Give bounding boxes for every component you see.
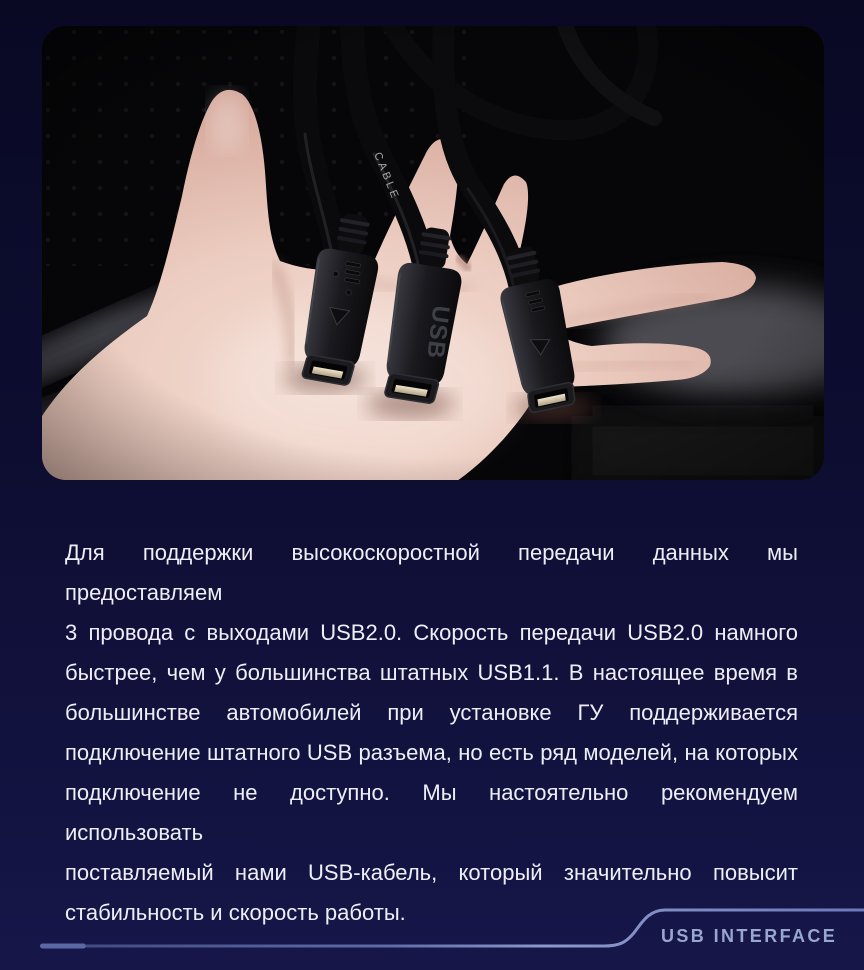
- description-line: подключение не доступно. Мы настоятельно рекомендуем использовать: [65, 780, 798, 845]
- product-photo: [42, 26, 824, 480]
- description-line: быстрее, чем у большинства штатных USB1.1. В настоящее время в: [65, 660, 798, 685]
- line-start-cap: [40, 944, 86, 949]
- description-line: 3 провода с выходами USB2.0. Скорость передачи USB2.0 намного: [65, 620, 798, 645]
- photo-vignette: [42, 26, 824, 480]
- description-line: подключение штатного USB разъема, но есть ряд моделей, на которых: [65, 740, 798, 765]
- description-line: Для поддержки высокоскоростной передачи данных мы предоставляем: [65, 540, 798, 605]
- description-text-block: [65, 533, 798, 933]
- product-photo-image: [42, 26, 824, 480]
- description-line: большинстве автомобилей при установке ГУ поддерживается: [65, 700, 798, 725]
- footer-section-label: USB INTERFACE: [661, 926, 838, 946]
- description-line: поставляемый нами USB-кабель, который значительно повысит: [65, 860, 798, 885]
- description-line: стабильность и скорость работы.: [65, 900, 406, 925]
